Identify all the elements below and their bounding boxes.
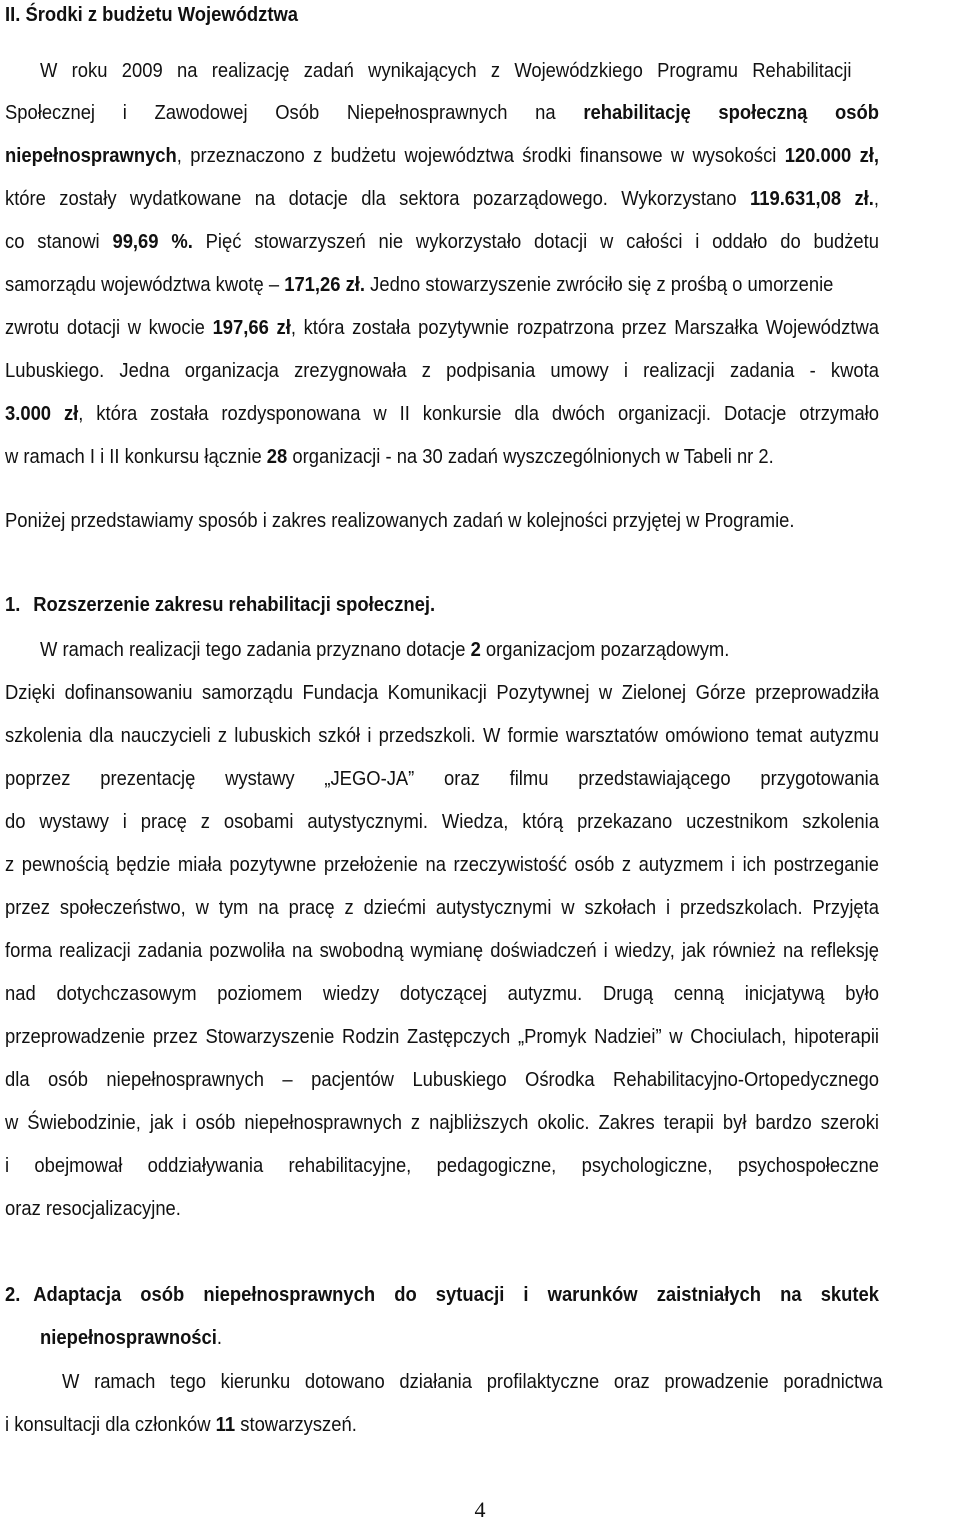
s1-line-3: szkolenia dla nauczycieli z lubuskich szkół i przedszkoli. W formie warsztatów omówiono temat autyzmu	[5, 725, 879, 747]
s1-line-14: oraz resocjalizacyjne.	[5, 1198, 181, 1220]
p1-line-2: Społecznej i Zawodowej Osób Niepełnosprawnych na rehabilitację społeczną osób	[5, 102, 879, 124]
s2-line-1: W ramach tego kierunku dotowano działania profilaktyczne oraz prowadzenie poradnictwa	[62, 1371, 883, 1393]
p1-line-10: w ramach I i II konkursu łącznie 28 organizacji - na 30 zadań wyszczególnionych w Tabeli nr 2.	[5, 446, 774, 468]
s2-title-1: 2. Adaptacja osób niepełnosprawnych do sytuacji i warunków zaistniałych na skutek	[5, 1284, 880, 1306]
s1-line-1: W ramach realizacji tego zadania przyznano dotacje 2 organizacjom pozarządowym.	[40, 639, 730, 661]
p2-line: Poniżej przedstawiamy sposób i zakres realizowanych zadań w kolejności przyjętej w Programie.	[5, 510, 795, 532]
s1-line-13: i obejmował oddziaływania rehabilitacyjne, pedagogiczne, psychologiczne, psychospołeczne	[5, 1155, 879, 1177]
p1-line-8: Lubuskiego. Jedna organizacja zrezygnowała z podpisania umowy i realizacji zadania - kwota	[5, 360, 879, 382]
s1-line-7: przez społeczeństwo, w tym na pracę z dziećmi autystycznymi w szkołach i przedszkolach. Przyjęta	[5, 897, 879, 919]
s2-title-2: niepełnosprawności.	[40, 1327, 223, 1349]
s1-line-6: z pewnością będzie miała pozytywne przełożenie na rzeczywistość osób z autyzmem i ich postrzeganie	[5, 854, 879, 876]
s1-line-2: Dzięki dofinansowaniu samorządu Fundacja Komunikacji Pozytywnej w Zielonej Górze przeprowadziła	[5, 682, 879, 704]
p1-line-6: samorządu województwa kwotę – 171,26 zł. Jedno stowarzyszenie zwróciło się z prośbą o umorzenie	[5, 274, 834, 296]
s1-line-4: poprzez prezentację wystawy „JEGO-JA” oraz filmu przedstawiającego przygotowania	[5, 768, 879, 790]
s1-line-11: dla osób niepełnosprawnych – pacjentów Lubuskiego Ośrodka Rehabilitacyjno-Ortopedycznego	[5, 1069, 879, 1091]
p1-line-4: które zostały wydatkowane na dotacje dla sektora pozarządowego. Wykorzystano 119.631,08 zł.,	[5, 188, 879, 210]
s1-line-12: w Świebodzinie, jak i osób niepełnosprawnych z najbliższych okolic. Zakres terapii był bardzo szeroki	[5, 1112, 879, 1134]
page-number: 4	[474, 1497, 486, 1522]
p1-line-3: niepełnosprawnych, przeznaczono z budżetu województwa środki finansowe w wysokości 120.000 zł,	[5, 145, 879, 167]
p1-line-5: co stanowi 99,69 %. Pięć stowarzyszeń nie wykorzystało dotacji w całości i oddało do budżetu	[5, 231, 879, 253]
p1-line-9: 3.000 zł, która została rozdysponowana w II konkursie dla dwóch organizacji. Dotacje otrzymało	[5, 403, 879, 425]
s1-line-9: nad dotychczasowym poziomem wiedzy dotyczącej autyzmu. Drugą cenną inicjatywą było	[5, 983, 879, 1005]
s1-line-8: forma realizacji zadania pozwoliła na swobodną wymianę doświadczeń i wiedzy, jak również na refleksję	[5, 940, 879, 962]
p1-line-1: W roku 2009 na realizację zadań wynikających z Wojewódzkiego Programu Rehabilitacji	[40, 60, 852, 82]
s1-line-10: przeprowadzenie przez Stowarzyszenie Rodzin Zastępczych „Promyk Nadziei” w Chociulach, hipoterapii	[5, 1026, 879, 1048]
section-heading: II. Środki z budżetu Województwa	[5, 4, 299, 26]
s2-line-2: i konsultacji dla członków 11 stowarzyszeń.	[5, 1414, 357, 1436]
s1-line-5: do wystawy i pracę z osobami autystycznymi. Wiedza, którą przekazano uczestnikom szkolenia	[5, 811, 879, 833]
p1-line-7: zwrotu dotacji w kwocie 197,66 zł, która została pozytywnie rozpatrzona przez Marszałka Województwa	[5, 317, 879, 339]
s1-title: 1. Rozszerzenie zakresu rehabilitacji społecznej.	[5, 594, 436, 616]
